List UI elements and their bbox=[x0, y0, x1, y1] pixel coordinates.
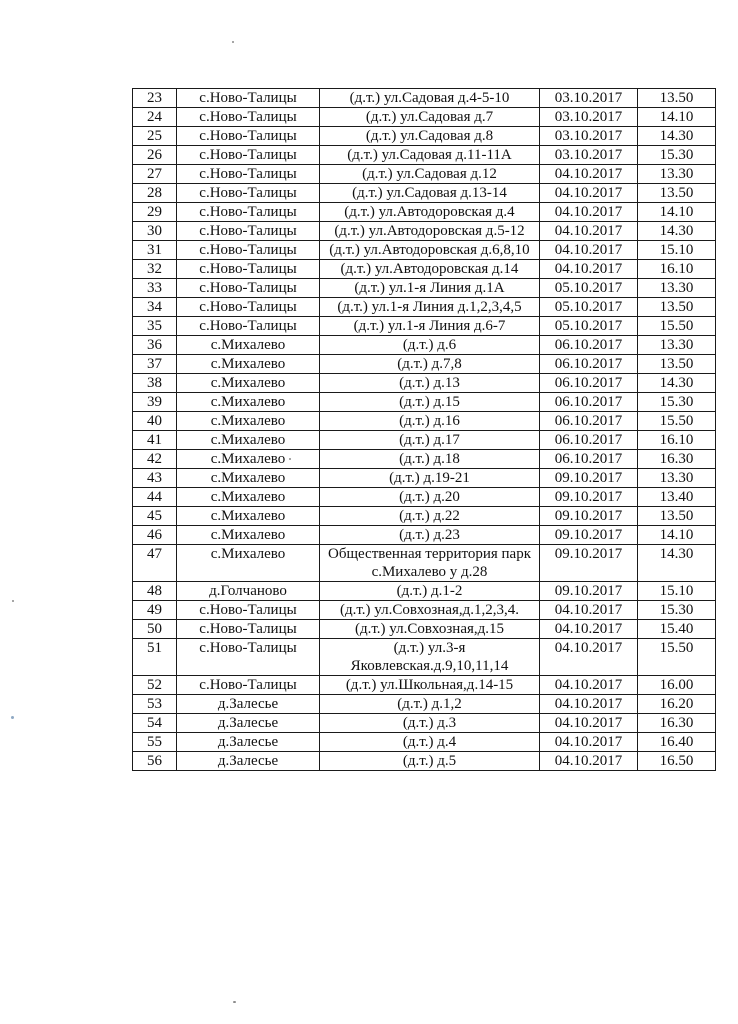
row-number: 45 bbox=[133, 507, 177, 526]
time-cell: 13.40 bbox=[638, 488, 716, 507]
time-cell: 14.30 bbox=[638, 127, 716, 146]
settlement-cell: д.Залесье bbox=[177, 695, 320, 714]
date-cell: 04.10.2017 bbox=[540, 714, 638, 733]
scan-speck bbox=[232, 41, 234, 43]
address-cell: (д.т.) д.23 bbox=[320, 526, 540, 545]
date-cell: 05.10.2017 bbox=[540, 298, 638, 317]
time-cell: 16.10 bbox=[638, 431, 716, 450]
time-cell: 13.50 bbox=[638, 89, 716, 108]
time-cell: 13.50 bbox=[638, 355, 716, 374]
time-cell: 13.30 bbox=[638, 165, 716, 184]
address-cell: (д.т.) д.17 bbox=[320, 431, 540, 450]
date-cell: 06.10.2017 bbox=[540, 355, 638, 374]
date-cell: 05.10.2017 bbox=[540, 317, 638, 336]
row-number: 25 bbox=[133, 127, 177, 146]
time-cell: 15.10 bbox=[638, 582, 716, 601]
row-number: 41 bbox=[133, 431, 177, 450]
address-cell: (д.т.) д.15 bbox=[320, 393, 540, 412]
time-cell: 16.40 bbox=[638, 733, 716, 752]
time-cell: 16.30 bbox=[638, 714, 716, 733]
table-row bbox=[133, 146, 716, 165]
settlement-cell: с.Ново-Талицы bbox=[177, 241, 320, 260]
row-number: 23 bbox=[133, 89, 177, 108]
address-cell: (д.т.) д.19-21 bbox=[320, 469, 540, 488]
row-number: 46 bbox=[133, 526, 177, 545]
table-row bbox=[133, 279, 716, 298]
settlement-cell: с.Михалево bbox=[177, 526, 320, 545]
schedule-table bbox=[132, 88, 716, 771]
date-cell: 06.10.2017 bbox=[540, 374, 638, 393]
date-cell: 06.10.2017 bbox=[540, 336, 638, 355]
settlement-cell: д.Голчаново bbox=[177, 582, 320, 601]
address-cell: (д.т.) ул.1-я Линия д.1,2,3,4,5 bbox=[320, 298, 540, 317]
row-number: 53 bbox=[133, 695, 177, 714]
settlement-cell: с.Ново-Талицы bbox=[177, 108, 320, 127]
row-number: 56 bbox=[133, 752, 177, 771]
date-cell: 03.10.2017 bbox=[540, 127, 638, 146]
table-row bbox=[133, 184, 716, 203]
row-number: 48 bbox=[133, 582, 177, 601]
settlement-cell: с.Ново-Талицы bbox=[177, 676, 320, 695]
address-cell: (д.т.) д.20 bbox=[320, 488, 540, 507]
table-row bbox=[133, 222, 716, 241]
row-number: 34 bbox=[133, 298, 177, 317]
date-cell: 09.10.2017 bbox=[540, 545, 638, 582]
date-cell: 04.10.2017 bbox=[540, 165, 638, 184]
address-cell: (д.т.) ул.3-я Яковлевская.д.9,10,11,14 bbox=[320, 639, 540, 676]
settlement-cell: с.Ново-Талицы bbox=[177, 127, 320, 146]
settlement-cell: с.Ново-Талицы bbox=[177, 317, 320, 336]
settlement-cell: с.Михалево bbox=[177, 545, 320, 582]
time-cell: 14.30 bbox=[638, 222, 716, 241]
row-number: 31 bbox=[133, 241, 177, 260]
table-row bbox=[133, 488, 716, 507]
date-cell: 09.10.2017 bbox=[540, 526, 638, 545]
table-row bbox=[133, 507, 716, 526]
address-cell: (д.т.) ул.1-я Линия д.1А bbox=[320, 279, 540, 298]
time-cell: 15.10 bbox=[638, 241, 716, 260]
time-cell: 14.10 bbox=[638, 203, 716, 222]
date-cell: 09.10.2017 bbox=[540, 488, 638, 507]
settlement-cell: с.Ново-Талицы bbox=[177, 184, 320, 203]
address-cell: (д.т.) ул.Садовая д.13-14 bbox=[320, 184, 540, 203]
scan-speck bbox=[11, 716, 14, 719]
table-row bbox=[133, 298, 716, 317]
time-cell: 15.30 bbox=[638, 146, 716, 165]
row-number: 29 bbox=[133, 203, 177, 222]
date-cell: 09.10.2017 bbox=[540, 582, 638, 601]
address-cell: (д.т.) д.6 bbox=[320, 336, 540, 355]
address-cell: (д.т.) ул.Школьная,д.14-15 bbox=[320, 676, 540, 695]
table-row bbox=[133, 355, 716, 374]
row-number: 47 bbox=[133, 545, 177, 582]
address-cell: (д.т.) д.13 bbox=[320, 374, 540, 393]
time-cell: 15.50 bbox=[638, 317, 716, 336]
date-cell: 04.10.2017 bbox=[540, 203, 638, 222]
settlement-cell: с.Михалево bbox=[177, 488, 320, 507]
settlement-cell: с.Ново-Талицы bbox=[177, 203, 320, 222]
settlement-cell: д.Залесье bbox=[177, 733, 320, 752]
row-number: 44 bbox=[133, 488, 177, 507]
time-cell: 13.50 bbox=[638, 298, 716, 317]
row-number: 40 bbox=[133, 412, 177, 431]
settlement-cell: с.Ново-Талицы bbox=[177, 639, 320, 676]
time-cell: 13.30 bbox=[638, 279, 716, 298]
date-cell: 06.10.2017 bbox=[540, 393, 638, 412]
settlement-cell: д.Залесье bbox=[177, 752, 320, 771]
time-cell: 16.50 bbox=[638, 752, 716, 771]
date-cell: 04.10.2017 bbox=[540, 184, 638, 203]
date-cell: 04.10.2017 bbox=[540, 733, 638, 752]
settlement-cell: с.Ново-Талицы bbox=[177, 260, 320, 279]
date-cell: 03.10.2017 bbox=[540, 89, 638, 108]
scan-speck bbox=[233, 1001, 236, 1003]
address-cell: (д.т.) ул.Садовая д.4-5-10 bbox=[320, 89, 540, 108]
settlement-cell: с.Михалево bbox=[177, 431, 320, 450]
time-cell: 15.30 bbox=[638, 601, 716, 620]
table-row bbox=[133, 450, 716, 469]
time-cell: 16.20 bbox=[638, 695, 716, 714]
address-cell: (д.т.) ул.Автодоровская д.14 bbox=[320, 260, 540, 279]
table-row bbox=[133, 431, 716, 450]
table-row bbox=[133, 733, 716, 752]
row-number: 28 bbox=[133, 184, 177, 203]
settlement-cell: с.Ново-Талицы bbox=[177, 298, 320, 317]
date-cell: 04.10.2017 bbox=[540, 620, 638, 639]
settlement-cell: с.Михалево bbox=[177, 355, 320, 374]
table-row bbox=[133, 89, 716, 108]
date-cell: 05.10.2017 bbox=[540, 279, 638, 298]
address-cell: (д.т.) ул.Автодоровская д.5-12 bbox=[320, 222, 540, 241]
table-row bbox=[133, 620, 716, 639]
table-row bbox=[133, 317, 716, 336]
row-number: 24 bbox=[133, 108, 177, 127]
time-cell: 14.30 bbox=[638, 374, 716, 393]
address-cell: (д.т.) д.1-2 bbox=[320, 582, 540, 601]
address-cell: (д.т.) ул.Совхозная,д.15 bbox=[320, 620, 540, 639]
address-cell: (д.т.) ул.Садовая д.7 bbox=[320, 108, 540, 127]
address-cell: (д.т.) ул.Автодоровская д.4 bbox=[320, 203, 540, 222]
table-row bbox=[133, 601, 716, 620]
time-cell: 16.00 bbox=[638, 676, 716, 695]
date-cell: 04.10.2017 bbox=[540, 695, 638, 714]
row-number: 43 bbox=[133, 469, 177, 488]
table-row bbox=[133, 695, 716, 714]
date-cell: 04.10.2017 bbox=[540, 639, 638, 676]
date-cell: 04.10.2017 bbox=[540, 601, 638, 620]
row-number: 26 bbox=[133, 146, 177, 165]
settlement-cell: с.Ново-Талицы bbox=[177, 222, 320, 241]
table-row bbox=[133, 469, 716, 488]
time-cell: 16.10 bbox=[638, 260, 716, 279]
table-row bbox=[133, 393, 716, 412]
time-cell: 13.30 bbox=[638, 469, 716, 488]
date-cell: 06.10.2017 bbox=[540, 450, 638, 469]
table-row bbox=[133, 676, 716, 695]
date-cell: 04.10.2017 bbox=[540, 241, 638, 260]
row-number: 32 bbox=[133, 260, 177, 279]
date-cell: 04.10.2017 bbox=[540, 222, 638, 241]
settlement-cell: с.Ново-Талицы bbox=[177, 620, 320, 639]
address-cell: (д.т.) ул.Автодоровская д.6,8,10 bbox=[320, 241, 540, 260]
date-cell: 06.10.2017 bbox=[540, 431, 638, 450]
row-number: 54 bbox=[133, 714, 177, 733]
table-row bbox=[133, 260, 716, 279]
settlement-cell: с.Ново-Талицы bbox=[177, 89, 320, 108]
address-cell: Общественная территория парк с.Михалево у д.28 bbox=[320, 545, 540, 582]
row-number: 38 bbox=[133, 374, 177, 393]
table-row bbox=[133, 526, 716, 545]
date-cell: 04.10.2017 bbox=[540, 752, 638, 771]
row-number: 35 bbox=[133, 317, 177, 336]
time-cell: 15.50 bbox=[638, 412, 716, 431]
date-cell: 06.10.2017 bbox=[540, 412, 638, 431]
date-cell: 09.10.2017 bbox=[540, 469, 638, 488]
time-cell: 13.30 bbox=[638, 336, 716, 355]
date-cell: 04.10.2017 bbox=[540, 676, 638, 695]
address-cell: (д.т.) д.5 bbox=[320, 752, 540, 771]
table-row bbox=[133, 752, 716, 771]
table-row bbox=[133, 203, 716, 222]
address-cell: (д.т.) ул.Совхозная,д.1,2,3,4. bbox=[320, 601, 540, 620]
address-cell: (д.т.) д.22 bbox=[320, 507, 540, 526]
date-cell: 03.10.2017 bbox=[540, 146, 638, 165]
table-row bbox=[133, 639, 716, 676]
row-number: 49 bbox=[133, 601, 177, 620]
time-cell: 14.10 bbox=[638, 526, 716, 545]
table-row bbox=[133, 582, 716, 601]
settlement-cell: с.Михалево bbox=[177, 450, 320, 469]
address-cell: (д.т.) д.3 bbox=[320, 714, 540, 733]
address-cell: (д.т.) д.18 bbox=[320, 450, 540, 469]
table-row bbox=[133, 545, 716, 582]
settlement-cell: с.Михалево bbox=[177, 374, 320, 393]
settlement-cell: с.Михалево bbox=[177, 336, 320, 355]
time-cell: 15.30 bbox=[638, 393, 716, 412]
settlement-cell: с.Михалево bbox=[177, 507, 320, 526]
settlement-cell: с.Ново-Талицы bbox=[177, 279, 320, 298]
table-row bbox=[133, 412, 716, 431]
date-cell: 04.10.2017 bbox=[540, 260, 638, 279]
address-cell: (д.т.) д.16 bbox=[320, 412, 540, 431]
address-cell: (д.т.) ул.Садовая д.12 bbox=[320, 165, 540, 184]
time-cell: 16.30 bbox=[638, 450, 716, 469]
row-number: 36 bbox=[133, 336, 177, 355]
row-number: 33 bbox=[133, 279, 177, 298]
row-number: 30 bbox=[133, 222, 177, 241]
table-row bbox=[133, 127, 716, 146]
settlement-cell: с.Михалево bbox=[177, 393, 320, 412]
row-number: 39 bbox=[133, 393, 177, 412]
date-cell: 09.10.2017 bbox=[540, 507, 638, 526]
schedule-body bbox=[133, 89, 716, 771]
row-number: 50 bbox=[133, 620, 177, 639]
time-cell: 15.40 bbox=[638, 620, 716, 639]
settlement-cell: с.Ново-Талицы bbox=[177, 601, 320, 620]
table-row bbox=[133, 165, 716, 184]
address-cell: (д.т.) д.1,2 bbox=[320, 695, 540, 714]
address-cell: (д.т.) д.4 bbox=[320, 733, 540, 752]
settlement-cell: д.Залесье bbox=[177, 714, 320, 733]
row-number: 27 bbox=[133, 165, 177, 184]
row-number: 51 bbox=[133, 639, 177, 676]
address-cell: (д.т.) ул.Садовая д.8 bbox=[320, 127, 540, 146]
address-cell: (д.т.) ул.Садовая д.11-11А bbox=[320, 146, 540, 165]
table-row bbox=[133, 336, 716, 355]
settlement-cell: с.Михалево bbox=[177, 412, 320, 431]
settlement-cell: с.Ново-Талицы bbox=[177, 146, 320, 165]
time-cell: 15.50 bbox=[638, 639, 716, 676]
row-number: 42 bbox=[133, 450, 177, 469]
table-row bbox=[133, 108, 716, 127]
row-number: 52 bbox=[133, 676, 177, 695]
settlement-cell: с.Ново-Талицы bbox=[177, 165, 320, 184]
scan-speck bbox=[12, 600, 14, 602]
address-cell: (д.т.) д.7,8 bbox=[320, 355, 540, 374]
settlement-cell: с.Михалево bbox=[177, 469, 320, 488]
table-row bbox=[133, 714, 716, 733]
date-cell: 03.10.2017 bbox=[540, 108, 638, 127]
time-cell: 13.50 bbox=[638, 507, 716, 526]
time-cell: 14.10 bbox=[638, 108, 716, 127]
time-cell: 14.30 bbox=[638, 545, 716, 582]
address-cell: (д.т.) ул.1-я Линия д.6-7 bbox=[320, 317, 540, 336]
time-cell: 13.50 bbox=[638, 184, 716, 203]
row-number: 37 bbox=[133, 355, 177, 374]
table-row bbox=[133, 241, 716, 260]
table-row bbox=[133, 374, 716, 393]
row-number: 55 bbox=[133, 733, 177, 752]
